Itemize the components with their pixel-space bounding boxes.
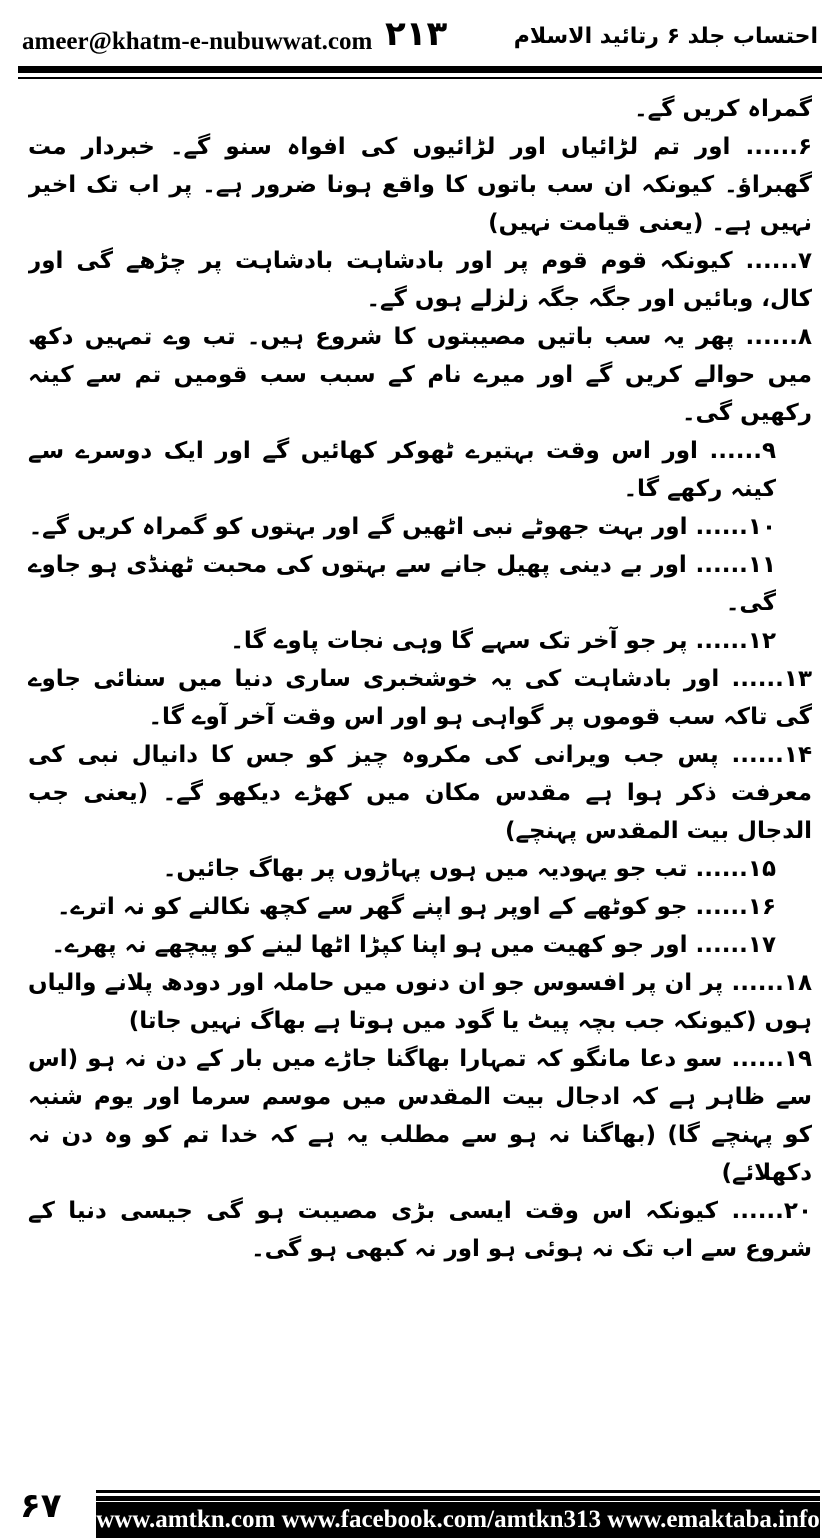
header-book-title: احتساب جلد ۶ رتائید الاسلام [513,24,818,49]
verse-text: پس جب ویرانی کی مکروہ چیز کو جس کا دانیال نبی کی معرفت ذکر ہوا ہے مقدس مکان میں کھڑے دیکھو گے۔ (یعنی جب الدجال بیت المقدس پہنچے) [28,742,812,844]
header-rule-thick [18,66,822,73]
verse-number: ۱۵...... [695,856,776,882]
verse-7 [28,242,812,318]
verse-9 [28,432,812,508]
verse-number: ۱۸...... [731,970,812,996]
verse-number: ۱۰...... [695,514,776,540]
verse-20 [28,1192,812,1268]
verse-number: ۲۰...... [731,1198,812,1224]
verse-14 [28,736,812,850]
verse-text: پھر یہ سب باتیں مصیبتوں کا شروع ہیں۔ تب وے تمہیں دکھ میں حوالے کریں گے اور میرے نام کے سبب سب قومیں تم سے کینہ رکھیں گی۔ [28,324,812,426]
verse-number: ۹...... [709,438,776,464]
verse-number: ۱۷...... [695,932,776,958]
verse-number: ۱۶...... [695,894,776,920]
verse-17 [28,926,812,964]
verse-text: اور جو کھیت میں ہو اپنا کپڑا اٹھا لینے کو پیچھے نہ پھرے۔ [51,932,688,958]
footer-website-links[interactable]: www.amtkn.com www.facebook.com/amtkn313 www.emaktaba.info [96,1502,820,1538]
verse-18 [28,964,812,1040]
verse-number: ۱۲...... [695,628,776,654]
verse-number: ۶...... [745,134,812,160]
footer-rule-top [96,1490,820,1493]
verse-number: ۱۴...... [731,742,812,768]
page-footer [0,1482,840,1540]
verse-text: جو کوٹھے کے اوپر ہو اپنے گھر سے کچھ نکالنے کو نہ اترے۔ [57,894,688,920]
page-header [0,0,840,86]
verse-text: کیونکہ اس وقت ایسی بڑی مصیبت ہو گی جیسی دنیا کے شروع سے اب تک نہ ہوئی ہو اور نہ کبھی ہو گی۔ [28,1198,812,1262]
verse-number: ۱۳...... [731,666,812,692]
header-rule-thin [18,77,822,79]
verse-text: کیونکہ قوم قوم پر اور بادشاہت بادشاہت پر چڑھے گی اور کال، وبائیں اور جگہ جگہ زلزلے ہوں گے۔ [28,248,812,312]
verse-number: ۱۹...... [731,1046,812,1072]
verse-10 [28,508,812,546]
header-email: ameer@khatm-e-nubuwwat.com [22,28,373,55]
verse-text: اور اس وقت بہتیرے ٹھوکر کھائیں گے اور ایک دوسرے سے کینہ رکھے گا۔ [28,438,776,502]
verse-text: اور بہت جھوٹے نبی اٹھیں گے اور بہتوں کو گمراہ کریں گے۔ [28,514,688,540]
paragraph-text: گمراہ کریں گے۔ [634,96,812,122]
verse-6 [28,128,812,242]
verse-number: ۱۱...... [695,552,777,578]
verse-11 [28,546,812,622]
verse-text: اور بادشاہت کی یہ خوشخبری ساری دنیا میں سنائی جاوے گی تاکہ سب قوموں پر گواہی ہو اور اس وقت آخر آوے گا۔ [28,666,812,730]
verse-number: ۷...... [745,248,812,274]
verse-text: اور تم لڑائیاں اور لڑائیوں کی افواہ سنو گے۔ خبردار مت گھبراؤ۔ کیونکہ ان سب باتوں کا واقع ہونا ضرور ہے۔ پر اب تک اخیر نہیں ہے۔ (یعنی قیامت نہیں) [28,134,812,236]
verse-12 [28,622,812,660]
paragraph-continuation [28,90,812,128]
verse-text: تب جو یہودیہ میں ہوں پہاڑوں پر بھاگ جائیں۔ [162,856,688,882]
verse-text: اور بے دینی پھیل جانے سے بہتوں کی محبت ٹھنڈی ہو جاوے گی۔ [28,552,776,616]
verse-number: ۸...... [745,324,812,350]
page-body [28,90,812,1460]
verse-8 [28,318,812,432]
footer-rule-mid [96,1496,820,1501]
verse-13 [28,660,812,736]
verse-text: پر جو آخر تک سہے گا وہی نجات پاوے گا۔ [230,628,688,654]
verse-text: سو دعا مانگو کہ تمہارا بھاگنا جاڑے میں بار کے دن نہ ہو (اس سے ظاہر ہے کہ ادجال بیت المقدس میں موسم سرما اور یوم شنبہ کو پہنچے گا) (بھاگنا نہ ہو سے مطلب یہ ہے کہ خدا تم کو وہ دن نہ دکھلائے) [28,1046,812,1186]
verse-19 [28,1040,812,1192]
verse-15 [28,850,812,888]
verse-16 [28,888,812,926]
footer-page-number: ۶۷ [20,1486,62,1526]
header-page-number: ۲۱۳ [385,14,448,54]
verse-text: پر ان پر افسوس جو ان دنوں میں حاملہ اور دودھ پلانے والیاں ہوں (کیونکہ جب بچہ پیٹ یا گود میں ہوتا ہے بھاگ نہیں جاتا) [28,970,812,1034]
